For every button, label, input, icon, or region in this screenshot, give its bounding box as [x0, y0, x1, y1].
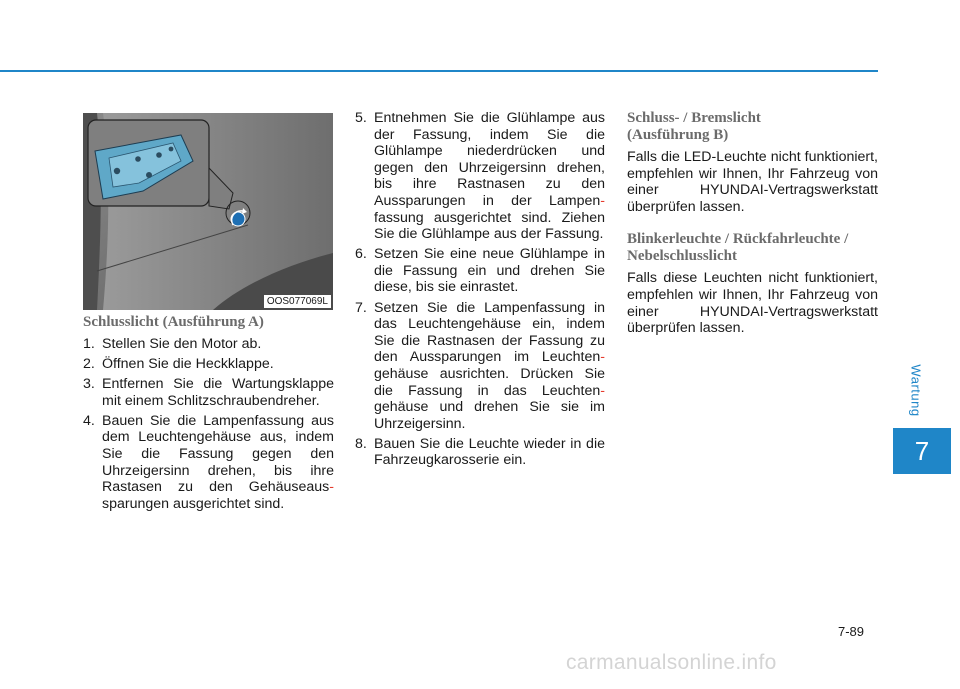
header-rule — [0, 70, 878, 72]
list-item: 8. Bauen Sie die Leuchte wieder in die Fahrzeugkarosserie ein. — [355, 435, 605, 469]
list-item: 6. Setzen Sie eine neue Glühlampe in die Fassung ein und drehen Sie diese, bis sie einrastet. — [355, 246, 605, 296]
list-item: 1. Stellen Sie den Motor ab. — [83, 336, 262, 352]
list-item: 3. Entfernen Sie die Wartungsklappe mit einem Schlitzschraubendreher. — [83, 376, 334, 409]
section-a-steps-continued — [355, 110, 605, 469]
section-a-heading: Schlusslicht (Ausführung A) — [83, 314, 264, 330]
page-number: 7-89 — [838, 624, 865, 639]
list-item: 5. Entnehmen Sie die Glühlampe aus der Fassung, indem Sie die Glühlampe niederdrücken und gegen den Uhrzeigersinn drehen, bis ihre Rastnasen zu den Aussparungen in der Lampen-fassung ausgerichtet sind. Ziehen Sie die Glühlampe aus der Fassung. — [355, 110, 605, 243]
column-2 — [355, 110, 605, 472]
section-c-heading: Blinkerleuchte / Rückfahrleuchte / Nebelschlusslicht — [627, 231, 849, 265]
column-1 — [83, 314, 334, 516]
tail-lamp-illustration — [83, 113, 333, 310]
watermark: carmanualsonline.info — [566, 651, 777, 674]
list-item: 4. Bauen Sie die Lampenfassung aus dem Leuchtengehäuse aus, indem Sie die Fassung gegen den Uhrzeigersinn drehen, bis ihre Rastasen zu den Gehäuseaus-sparungen ausgerichtet sind. — [83, 412, 334, 512]
section-a-steps — [83, 336, 334, 512]
tail-lamp-drawing — [83, 113, 333, 310]
chapter-label: Wartung — [908, 363, 924, 417]
chapter-tab[interactable]: 7 — [893, 428, 951, 474]
section-b-heading: Schluss- / Bremslicht (Ausführung B) — [627, 110, 761, 143]
list-item: 7. Setzen Sie die Lampenfassung in das Leuchtengehäuse ein, indem Sie die Rastnasen der Fassung zu den Aussparungen im Leuchten-gehäuse ausrichten. Drücken Sie die Fassung in das Leuchten-gehäuse und drehen Sie sie im Uhrzeigersinn. — [355, 299, 605, 432]
figure-code: OOS077069L — [264, 295, 331, 308]
section-b-text: Falls die LED-Leuchte nicht funktioniert, empfehlen wir Ihnen, Ihr Fahrzeug von einer HYUNDAI-Vertragswerkstatt überprüfen lassen. — [627, 149, 878, 215]
section-c-text: Falls diese Leuchten nicht funktioniert, empfehlen wir Ihnen, Ihr Fahrzeug von einer HYUNDAI-Vertragswerkstatt überprüfen lassen. — [627, 270, 878, 337]
list-item: 2. Öffnen Sie die Heckklappe. — [83, 356, 274, 373]
column-3 — [627, 110, 878, 353]
